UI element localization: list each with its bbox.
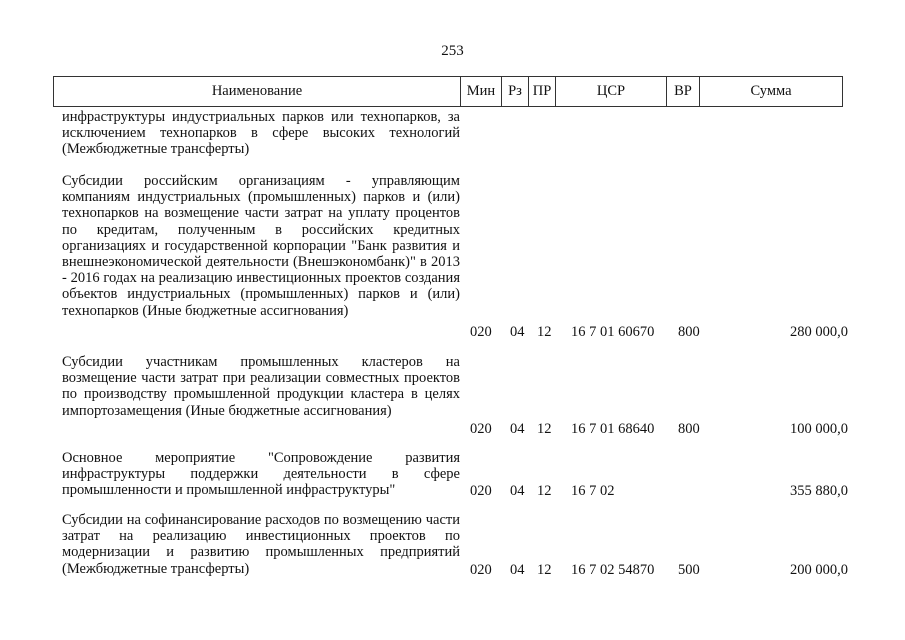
row-sum: 280 000,0 [790,323,848,340]
row-csr: 16 7 02 [571,482,615,499]
row-pr: 12 [537,323,552,340]
row-name: инфраструктуры индустриальных парков или технопарков, за исключением технопарков в сфере высоких технологий (Межбюджетные трансферты) [62,109,460,158]
row-rz: 04 [510,561,525,578]
row-name: Субсидии участникам промышленных кластеров на возмещение части затрат при реализации совместных проектов по производству промышленной продукции кластера в целях импортозамещения (Иные бюджетные ассигнования) [62,354,460,419]
row-rz: 04 [510,420,525,437]
row-min: 020 [470,420,492,437]
header-rz: Рз [502,77,529,107]
row-min: 020 [470,323,492,340]
row-rz: 04 [510,482,525,499]
table-row [0,450,905,499]
row-min: 020 [470,482,492,499]
page-number: 253 [441,43,464,59]
row-sum: 100 000,0 [790,420,848,437]
table-header [53,76,843,107]
table-row [0,109,905,158]
row-csr: 16 7 01 68640 [571,420,655,437]
header-vr: ВР [667,77,700,107]
row-pr: 12 [537,561,552,578]
header-sum: Сумма [700,77,843,107]
header-min: Мин [461,77,502,107]
header-pr: ПР [529,77,556,107]
row-name: Субсидии российским организациям - управляющим компаниям индустриальных (промышленных) парков и (или) технопарков на возмещение части затрат на уплату процентов по кредитам, полученным в российских кредитных организациях и государственной корпорации "Банк развития и внешнеэкономической деятельности (Внешэкономбанк)" в 2013 - 2016 годах на реализацию инвестиционных проектов создания объектов индустриальных (промышленных) парков и (или) технопарков (Иные бюджетные ассигнования) [62,173,460,319]
row-sum: 355 880,0 [790,482,848,499]
row-pr: 12 [537,482,552,499]
table-row [0,354,905,437]
row-sum: 200 000,0 [790,561,848,578]
header-csr: ЦСР [556,77,667,107]
row-csr: 16 7 01 60670 [571,323,655,340]
row-rz: 04 [510,323,525,340]
row-vr: 800 [678,323,700,340]
table-row [0,173,905,340]
row-min: 020 [470,561,492,578]
row-vr: 800 [678,420,700,437]
row-name: Субсидии на софинансирование расходов по возмещению части затрат на реализацию инвестиционных проектов по модернизации и развитию промышленных предприятий (Межбюджетные трансферты) [62,512,460,577]
row-vr: 500 [678,561,700,578]
header-name: Наименование [54,77,461,107]
table-row [0,512,905,578]
row-name: Основное мероприятие "Сопровождение развития инфраструктуры поддержки деятельности в сфере промышленности и промышленной инфраструктуры" [62,450,460,499]
row-pr: 12 [537,420,552,437]
row-csr: 16 7 02 54870 [571,561,655,578]
